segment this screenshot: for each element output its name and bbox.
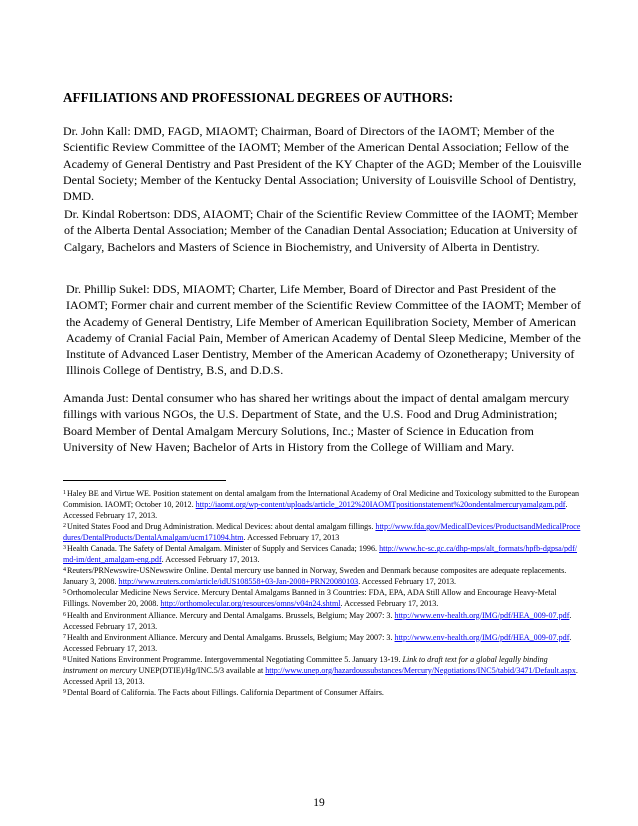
footnote-link[interactable]: http://www.hc-sc.gc.ca/dhp-mps/alt_formats/hpfb-dgpsa/pdf/md-im/dent_amalgam-eng.pdf (63, 544, 578, 565)
footnote: $^5$Orthomolecular Medicine News Service. Mercury Dental Amalgams Banned in 3 Countries: FDA, EPA, ADA Still Allow and Encourage Heavy-Metal Fillings. November 20, 2008. http://orthomolecular.org/resources/omns/v04n24.shtml. Accessed February 17, 2013. (63, 588, 557, 609)
bio-amanda-just: Amanda Just: Dental consumer who has shared her writings about the impact of dental amalgam mercury fillings with various NGOs, the U.S. Department of State, and the U.S. Food and Drug Administration; Board Member of Dental Amalgam Mercury Solutions, Inc.; Master of Science in Education from University of New Haven; Bachelor of Arts in History from the College of William and Mary. (63, 391, 570, 454)
footnote: $^7$Health and Environment Alliance. Mercury and Dental Amalgams. Brussels, Belgium; May 2007: 3. http://www.env-health.org/IMG/pdf/HEA_009-07.pdf. Accessed February 17, 2013. (63, 632, 572, 653)
footnote: $^4$Reuters/PRNewswire-USNewswire Online. Dental mercury use banned in Norway, Sweden and Denmark because composites are adequate replacements. January 3, 2008. http://www.reuters.com/article/idUS108558+03-Jan-2008+PRN20080103. Accessed February 17, 2013. (63, 566, 567, 587)
footnote: $^8$United Nations Environment Programme. Intergovernmental Negotiating Committee 5. January 13-19. Link to draft text for a global legally binding instrument on mercury UNEP(DTIE)/Hg/INC.5/3 available at http://www.unep.org/hazardoussubstances/Mercury/Negotiations/INC5/tabid/3471/Default.aspx. Accessed April 13, 2013. (63, 654, 578, 686)
footnote-link[interactable]: http://www.env-health.org/IMG/pdf/HEA_009-07.pdf (394, 632, 570, 642)
bio-kindal-robertson: Dr. Kindal Robertson: DDS, AIAOMT; Chair of the Scientific Review Committee of the IAOMT; Member of the Alberta Dental Association; Member of the Canadian Dental Association; Education at University of Calgary, Bachelors and Masters of Science in Biochemistry, and University of Alberta in Dentistry. (64, 207, 578, 254)
footnote-link[interactable]: http://www.fda.gov/MedicalDevices/ProductsandMedicalProcedures/DentalProducts/DentalAmalgam/ucm171094.htm (63, 522, 581, 543)
footnote-separator (63, 480, 226, 481)
footnote-link[interactable]: http://iaomt.org/wp-content/uploads/article_2012%20IAOMTpositionstatement%20ondentalmercuryamalgam.pdf (195, 500, 566, 510)
footnote: $^6$Health and Environment Alliance. Mercury and Dental Amalgams. Brussels, Belgium; May 2007: 3. http://www.env-health.org/IMG/pdf/HEA_009-07.pdf. Accessed February 17, 2013. (63, 610, 572, 631)
footnote-link[interactable]: http://www.env-health.org/IMG/pdf/HEA_009-07.pdf (394, 610, 570, 620)
footnote: $^1$Haley BE and Virtue WE. Position statement on dental amalgam from the International Academy of Oral Medicine and Toxicology submitted to the European Commision. IAOMT; October 10, 2012. http://iaomt.org/wp-content/uploads/article_2012%20IAOMTpositionstatement%20ondentalmercuryamalgam.pdf. Accessed February 17, 2013. (63, 489, 580, 521)
bio-john-kall: Dr. John Kall: DMD, FAGD, MIAOMT; Chairman, Board of Directors of the IAOMT; Member of the Scientific Review Committee of the IAOMT; Member of the American Dental Association; Fellow of the Academy of General Dentistry and Past President of the KY Chapter of the AGD; Member of the Louisville Dental Society; Member of the Kentucky Dental Association; University of Louisville School of Dentistry, DMD. (63, 124, 582, 204)
footnote-link[interactable]: http://www.reuters.com/article/idUS108558+03-Jan-2008+PRN20080103 (118, 577, 359, 587)
bio-phillip-sukel: Dr. Phillip Sukel: DDS, MIAOMT; Charter, Life Member, Board of Director and Past President of the IAOMT; Former chair and current member of the Scientific Review Committee of the IAOMT; Member of the Academy of General Dentistry, Life Member of American Equilibration Society, Member of American Academy of Cranial Facial Pain, Member of American Academy of Dental Sleep Medicine, Member of the Institute of Advanced Laser Dentistry, Member of the American Academy of Ozonetherapy; University of Illinois College of Dentistry, B.S, and D.D.S. (66, 282, 581, 378)
footnote: $^3$Health Canada. The Safety of Dental Amalgam. Minister of Supply and Services Canada; 1996. http://www.hc-sc.gc.ca/dhp-mps/alt_formats/hpfb-dgpsa/pdf/md-im/dent_amalgam-eng.pdf. Accessed February 17, 2013. (63, 544, 578, 565)
page-number: 19 (313, 797, 325, 809)
footnote-link[interactable]: http://orthomolecular.org/resources/omns/v04n24.shtml (160, 599, 341, 609)
footnotes (63, 488, 583, 698)
footnote-link[interactable]: http://www.unep.org/hazardoussubstances/Mercury/Negotiations/INC5/tabid/3471/Default.aspx (265, 665, 576, 675)
footnote: $^9$Dental Board of California. The Facts about Fillings. California Department of Consumer Affairs. (63, 687, 384, 697)
footnote: $^2$United States Food and Drug Administration. Medical Devices: about dental amalgam fillings. http://www.fda.gov/MedicalDevices/ProductsandMedicalProcedures/DentalProducts/DentalAmalgam/ucm171094.htm. Accessed February 17, 2013 (63, 522, 581, 543)
page-heading: AFFILIATIONS AND PROFESSIONAL DEGREES OF AUTHORS: (63, 90, 454, 105)
